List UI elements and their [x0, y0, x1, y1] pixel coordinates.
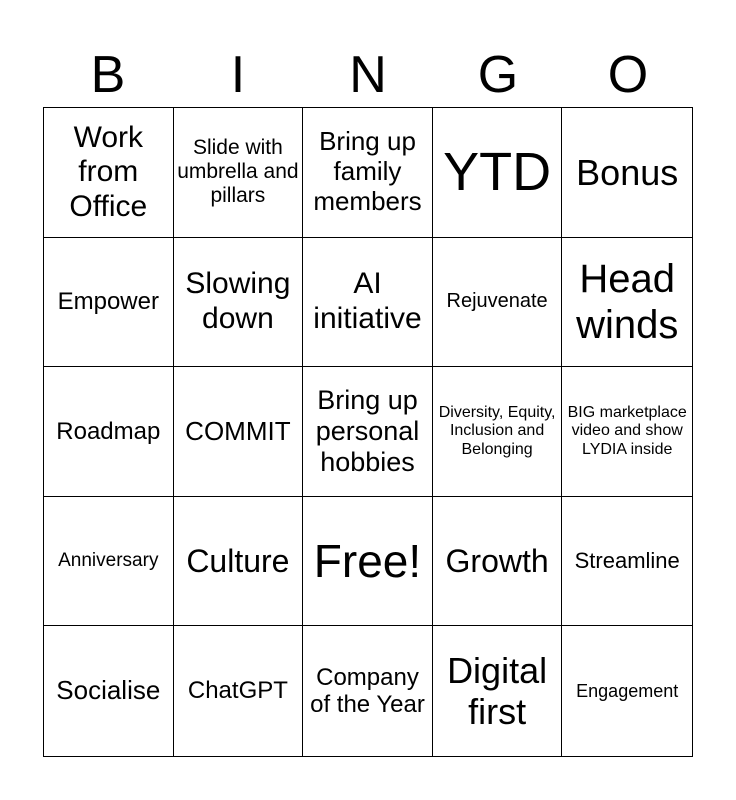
bingo-cell[interactable]: [562, 238, 692, 368]
cell-text: Head winds: [576, 256, 679, 347]
bingo-cell[interactable]: [44, 626, 174, 756]
cell-text: Bring up family members: [313, 126, 422, 217]
cell-text: Company of the Year: [310, 663, 425, 719]
bingo-cell[interactable]: [433, 626, 563, 756]
header-letter-n: N: [349, 46, 387, 104]
cell-text: Anniversary: [58, 550, 159, 572]
bingo-cell[interactable]: [303, 108, 433, 238]
cell-text: Work from Office: [69, 120, 148, 223]
cell-text: Culture: [186, 542, 290, 579]
header-letter-b: B: [90, 46, 126, 104]
header-letter-i: I: [230, 46, 246, 104]
cell-text: Roadmap: [56, 417, 161, 445]
bingo-cell[interactable]: [44, 497, 174, 627]
bingo-cell[interactable]: [433, 367, 563, 497]
cell-text: Diversity, Equity, Inclusion and Belonging: [438, 403, 556, 458]
bingo-cell[interactable]: [562, 497, 692, 627]
cell-text: Free!: [313, 534, 422, 587]
cell-text: Slowing down: [185, 267, 291, 335]
bingo-cell[interactable]: [562, 626, 692, 756]
header-letter-g: G: [477, 46, 519, 104]
bingo-cell[interactable]: [303, 238, 433, 368]
header-letter-o: O: [607, 46, 649, 104]
cell-text: Empower: [57, 288, 159, 316]
cell-text: Bring up personal hobbies: [315, 384, 420, 478]
cell-text: Slide with umbrella and pillars: [177, 136, 299, 208]
cell-text: Engagement: [576, 680, 679, 701]
bingo-cell[interactable]: [44, 108, 174, 238]
cell-text: Digital first: [447, 649, 548, 733]
cell-text: Streamline: [574, 548, 680, 574]
bingo-cell[interactable]: [433, 238, 563, 368]
bingo-cell[interactable]: [433, 497, 563, 627]
bingo-cell[interactable]: [174, 238, 304, 368]
bingo-board: [43, 107, 693, 757]
cell-text: Rejuvenate: [446, 290, 548, 313]
cell-text: BIG marketplace video and show LYDIA inside: [567, 403, 687, 458]
bingo-cell[interactable]: [174, 367, 304, 497]
cell-text: YTD: [443, 142, 552, 203]
bingo-cell[interactable]: [44, 367, 174, 497]
cell-text: Bonus: [576, 151, 679, 193]
bingo-cell[interactable]: [562, 367, 692, 497]
bingo-cell[interactable]: [174, 626, 304, 756]
bingo-header: [43, 42, 693, 108]
bingo-cell[interactable]: [433, 108, 563, 238]
cell-text: Socialise: [56, 675, 161, 706]
bingo-cell[interactable]: [303, 497, 433, 627]
bingo-cell[interactable]: [174, 108, 304, 238]
bingo-cell[interactable]: [174, 497, 304, 627]
cell-text: ChatGPT: [187, 677, 288, 705]
bingo-cell[interactable]: [303, 626, 433, 756]
cell-text: COMMIT: [185, 415, 291, 446]
cell-text: Growth: [445, 542, 549, 579]
bingo-cell[interactable]: [44, 238, 174, 368]
bingo-cell[interactable]: [562, 108, 692, 238]
cell-text: AI initiative: [313, 267, 422, 335]
bingo-cell[interactable]: [303, 367, 433, 497]
